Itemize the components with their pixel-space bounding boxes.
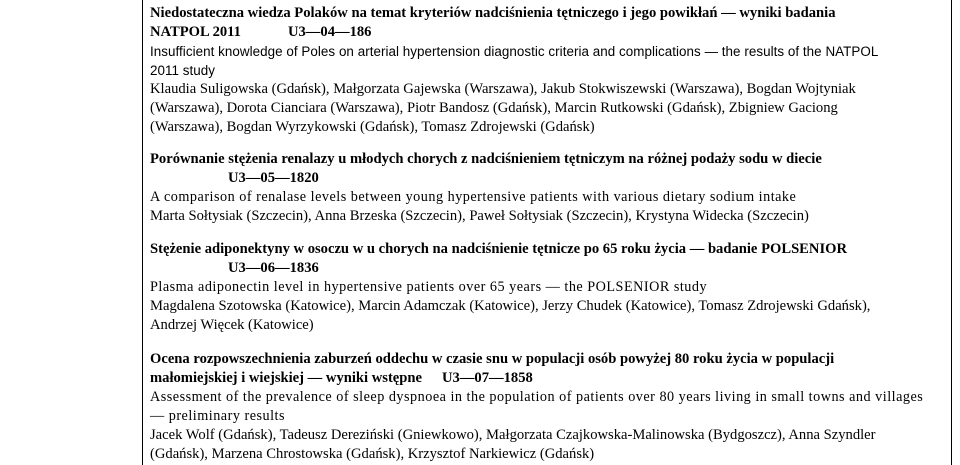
entry-title-line [150, 169, 950, 188]
entry-english-line: Assessment of the prevalence of sleep dyspnoea in the population of patients over 80 years living in small towns and villages [150, 389, 924, 405]
entry-title-line: Porównanie stężenia renalazy u młodych chorych z nadciśnieniem tętniczym na różnej podaży sodu w diecie [150, 151, 822, 167]
entry-english-line: A comparison of renalase levels between young hypertensive patients with various dietary sodium intake [150, 189, 797, 205]
entry-english-line: Insufficient knowledge of Poles on arterial hypertension diagnostic criteria and complications — the results of the NATPOL [150, 44, 879, 59]
entry-english-title [150, 278, 950, 297]
entry-authors [150, 207, 950, 226]
entry-title-line: Stężenie adiponektyny w osoczu w u chorych na nadciśnienie tętnicze po 65 roku życia — badanie POLSENIOR [150, 241, 848, 257]
entry-authors-line: Jacek Wolf (Gdańsk), Tadeusz Dereziński (Gniewkowo), Małgorzata Czajkowska-Malinowska (Bydgoszcz), Anna Szyndler [150, 427, 876, 443]
entry-title [150, 4, 950, 42]
entry-english-line: Plasma adiponectin level in hypertensive patients over 65 years — the POLSENIOR study [150, 279, 708, 295]
entry-authors-line: (Gdańsk), Marzena Chrostowska (Gdańsk), Krzysztof Narkiewicz (Gdańsk) [150, 446, 595, 462]
abstract-entry-4 [150, 350, 950, 464]
entry-title-line [150, 259, 950, 278]
entry-code: U3—06—1836 [228, 260, 319, 276]
entry-authors [150, 426, 950, 464]
entry-code: U3—04—186 [287, 24, 372, 40]
entry-english-line: — preliminary results [150, 408, 286, 424]
entry-authors-line: Magdalena Szotowska (Katowice), Marcin Adamczak (Katowice), Jerzy Chudek (Katowice), Tomasz Zdrojewski Gdańsk), [150, 298, 871, 314]
abstract-entry-2 [150, 150, 950, 226]
entry-title-text: NATPOL 2011 [150, 24, 241, 40]
entry-title-line [150, 23, 950, 42]
entry-authors-line: Andrzej Więcek (Katowice) [150, 317, 314, 333]
entry-title [150, 350, 950, 388]
entry-authors [150, 297, 950, 335]
entry-english-title [150, 388, 950, 426]
entry-title-line: Niedostateczna wiedza Polaków na temat kryteriów nadciśnienia tętniczego i jego powikłań — wyniki badania [150, 5, 836, 21]
entry-title-line: Ocena rozpowszechnienia zaburzeń oddechu w czasie snu w populacji osób powyżej 80 roku życia w populacji [150, 351, 835, 367]
entry-english-line: 2011 study [150, 63, 216, 78]
entry-english-title [150, 188, 950, 207]
entry-title-line [150, 369, 950, 388]
entry-title [150, 150, 950, 188]
entry-english-title [150, 42, 950, 80]
entry-title [150, 240, 950, 278]
abstract-entry-3 [150, 240, 950, 335]
entry-title-text: małomiejskiej i wiejskiej — wyniki wstępne [150, 370, 422, 386]
entry-authors-line: Klaudia Suligowska (Gdańsk), Małgorzata Gajewska (Warszawa), Jakub Stokwiszewski (Warszawa), Bogdan Wojtyniak [150, 81, 856, 97]
entry-authors-line: (Warszawa), Dorota Cianciara (Warszawa), Piotr Bandosz (Gdańsk), Marcin Rutkowski (Gdańsk), Zbigniew Gaciong [150, 100, 838, 116]
abstract-entry-1 [150, 4, 950, 137]
entry-authors-line: (Warszawa), Bogdan Wyrzykowski (Gdańsk), Tomasz Zdrojewski (Gdańsk) [150, 119, 595, 135]
entry-code: U3—05—1820 [228, 170, 319, 186]
entry-authors-line: Marta Sołtysiak (Szczecin), Anna Brzeska (Szczecin), Paweł Sołtysiak (Szczecin), Krystyna Widecka (Szczecin) [150, 208, 809, 224]
entry-code: U3—07—1858 [442, 370, 533, 386]
entry-authors [150, 80, 950, 137]
